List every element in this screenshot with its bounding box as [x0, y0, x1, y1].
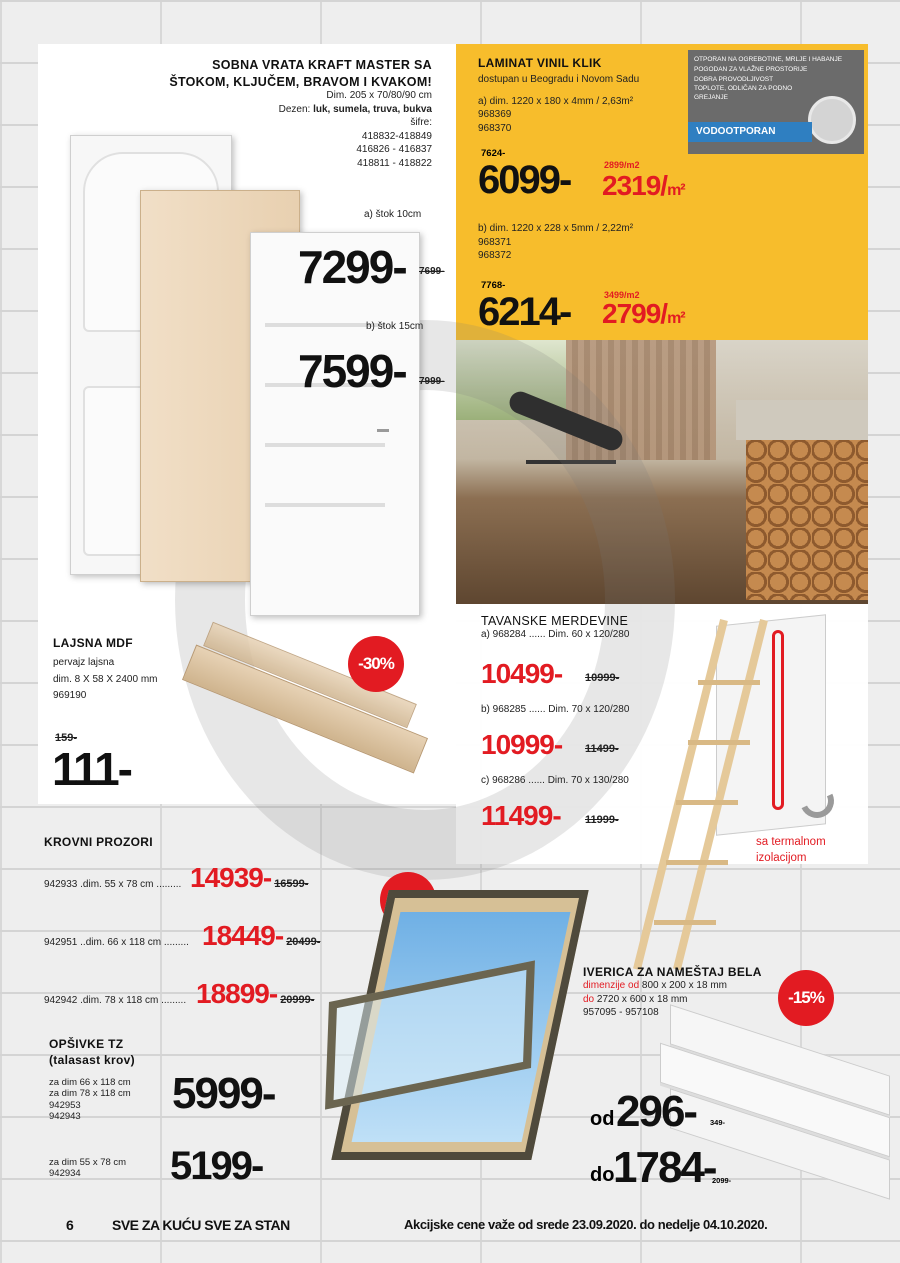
iverica-do-old: 2099- — [712, 1176, 732, 1185]
laminat-b-m2-old: 3499/m2 — [604, 290, 640, 300]
doors-title-2: ŠTOKOM, KLJUČEM, BRAVOM I KVAKOM! — [169, 75, 432, 89]
doors-dim: Dim. 205 x 70/80/90 cm — [326, 90, 432, 101]
opsivke-price-2: 5199- — [170, 1144, 263, 1188]
doors-option-b: b) štok 15cm — [366, 321, 424, 332]
opsivke-g1-c2: 942943 — [49, 1111, 81, 1123]
doors-price-a: 7299- — [298, 241, 406, 293]
lajsna-discount-badge: -30% — [348, 636, 404, 692]
merdevine-b-line: b) 968285 ...... Dim. 70 x 120/280 — [481, 704, 630, 715]
laminat-b-info — [478, 222, 633, 263]
merdevine-a-price: 10499- — [481, 658, 563, 689]
laminat-a-m2-price: 2319/m² — [602, 170, 685, 201]
iverica-dim-from: dimenzije od 800 x 200 x 18 mm — [583, 980, 727, 991]
doors-dezen: Dezen: luk, sumela, truva, bukva — [278, 103, 432, 115]
iverica-od-price: 296- — [616, 1087, 697, 1136]
merdevine-b-price: 10999- — [481, 729, 563, 760]
doors-old-price-a: 7699- — [419, 266, 445, 277]
lajsna-old-price: 159- — [55, 732, 78, 744]
opsivke-subtitle: (talasast krov) — [49, 1053, 135, 1067]
laminat-a-dim: a) dim. 1220 x 180 x 4mm / 2,63m² — [478, 95, 634, 107]
doors-old-price-b: 7999- — [419, 376, 445, 387]
footer-slogan: SVE ZA KUĆU SVE ZA STAN — [112, 1217, 290, 1233]
iverica-title: IVERICA ZA NAMEŠTAJ BELA — [583, 965, 762, 979]
water-drop-icon — [808, 96, 856, 144]
iverica-dim-to: do 2720 x 600 x 18 mm — [583, 993, 688, 1005]
doors-codes-2: 416826 - 416837 — [356, 144, 432, 155]
doors-price-b: 7599- — [298, 345, 406, 397]
laminat-feature-1: OTPORAN NA OGREBOTINE, MRLJE I HABANJE — [694, 56, 843, 63]
opsivke-g1-l2: za dim 78 x 118 cm — [49, 1088, 131, 1100]
merdevine-note: sa termalnom izolacijom — [756, 836, 826, 864]
merdevine-a-line: a) 968284 ...... Dim. 60 x 120/280 — [481, 629, 630, 640]
prozori-row-1: 942933 .dim. 55 x 78 cm ......... 14939- 16599- — [44, 862, 309, 893]
doors-title: SOBNA VRATA KRAFT MASTER SA — [212, 58, 432, 72]
merdevine-info — [481, 614, 629, 642]
laminat-a-m2-old: 2899/m2 — [604, 160, 640, 170]
opsivke-price-1: 5999- — [172, 1069, 275, 1118]
prozori-row-3: 942942 .dim. 78 x 118 cm ......... 18899- 20999- — [44, 978, 315, 1009]
laminat-b-code-1: 968371 — [478, 236, 512, 248]
doors-sifre-label: šifre: — [410, 117, 432, 128]
laminat-b-old: 7768- — [481, 280, 506, 291]
lajsna-code: 969190 — [53, 690, 87, 701]
laminat-a-code-1: 968369 — [478, 109, 512, 120]
iverica-discount-badge: -15% — [778, 970, 834, 1026]
page-number: 6 — [66, 1217, 74, 1233]
attic-ladder-image — [680, 590, 830, 980]
lajsna-title: LAJSNA MDF — [53, 636, 133, 650]
footer-validity: Akcijske cene važe od srede 23.09.2020. do nedelje 04.10.2020. — [404, 1217, 768, 1232]
laminat-info — [478, 56, 639, 135]
merdevine-title: TAVANSKE MERDEVINE — [481, 614, 629, 628]
laminat-feature-2: POGODAN ZA VLAŽNE PROSTORIJE — [694, 66, 808, 74]
laminat-b-code-2: 968372 — [478, 250, 512, 261]
iverica-od-label: od — [590, 1108, 615, 1130]
merdevine-c-old: 11999- — [585, 814, 619, 826]
laminat-a-code-2: 968370 — [478, 122, 512, 134]
merdevine-c-price: 11499- — [481, 800, 561, 831]
laminat-b-m2-price: 2799/m² — [602, 298, 685, 329]
merdevine-b-old: 11499- — [585, 743, 619, 755]
doors-codes-1: 418832-418849 — [361, 130, 432, 142]
laminat-b-price: 6214- — [478, 290, 571, 334]
opsivke-info — [49, 1037, 135, 1123]
merdevine-c-line: c) 968286 ...... Dim. 70 x 130/280 — [481, 775, 629, 786]
doors-option-a: a) štok 10cm — [364, 209, 422, 220]
doors-codes-3: 418811 - 418822 — [357, 157, 432, 169]
lajsna-info — [53, 636, 158, 703]
lajsna-price: 111- — [52, 743, 131, 795]
opsivke-g2-info: za dim 55 x 78 cm 942934 — [49, 1157, 127, 1180]
lajsna-line-1: pervajz lajsna — [53, 657, 115, 668]
merdevine-a-old: 10999- — [585, 672, 620, 684]
iverica-codes: 957095 - 957108 — [583, 1007, 659, 1018]
laminat-a-price: 6099- — [478, 158, 571, 202]
prozori-row-2: 942951 ..dim. 66 x 118 cm ......... 18449- 20499- — [44, 920, 321, 951]
opsivke-g1-c1: 942953 — [49, 1099, 81, 1111]
laminat-availability: dostupan u Beogradu i Novom Sadu — [478, 74, 640, 85]
waterproof-badge: VODOOTPORAN — [688, 122, 812, 142]
laminat-features-box — [688, 50, 864, 154]
iverica-do-label: do — [590, 1164, 615, 1186]
opsivke-title: OPŠIVKE TZ — [49, 1037, 124, 1051]
laminat-feature-3: DOBRA PROVODLJIVOST TOPLOTE, ODLIČAN ZA PODNO GREJANJE — [694, 76, 793, 102]
laminat-title: LAMINAT VINIL KLIK — [478, 56, 602, 70]
opsivke-g1-l1: za dim 66 x 118 cm — [49, 1077, 131, 1088]
iverica-do-price: 1784- — [613, 1143, 716, 1192]
laminat-b-dim: b) dim. 1220 x 228 x 5mm / 2,22m² — [478, 223, 634, 234]
prozori-title: KROVNI PROZORI — [44, 835, 153, 849]
laminat-a-old: 7624- — [481, 148, 506, 159]
lajsna-line-2: dim. 8 X 58 X 2400 mm — [53, 673, 158, 685]
roof-window-image — [330, 890, 560, 1170]
iverica-od-old: 349- — [710, 1118, 726, 1127]
